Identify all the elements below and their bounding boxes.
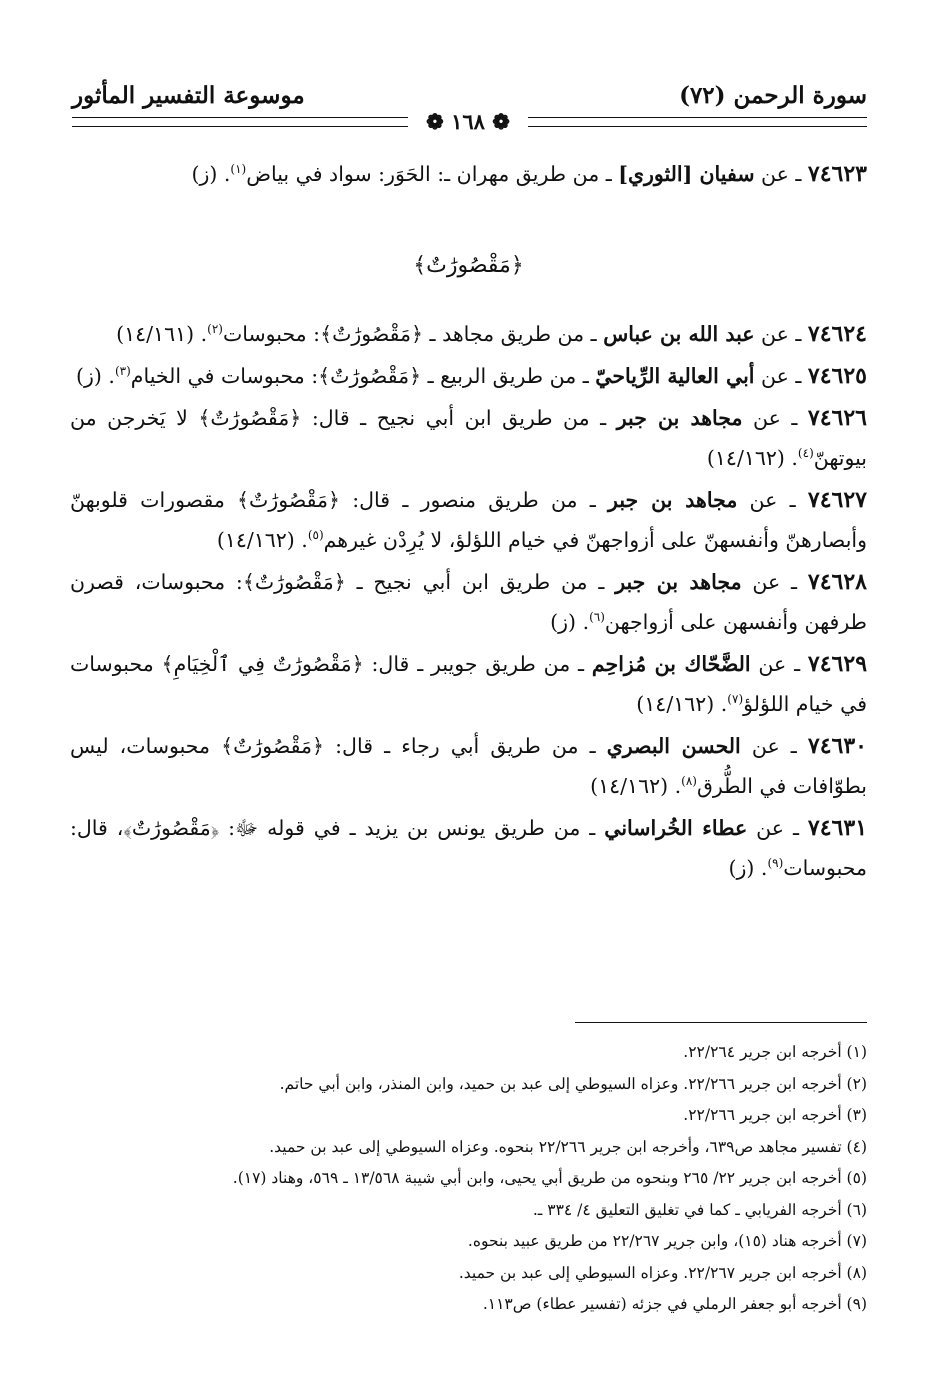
footnote-marker: (٩) [767, 856, 784, 870]
entry-connector: ـ عن [747, 816, 808, 840]
entry-number: ٧٤٦٢٣ [807, 161, 867, 187]
entry-reference: . (ز) [191, 162, 231, 186]
entry-reference: . (١٤/١٦٢) [706, 446, 798, 470]
footnote-marker: (٣) [114, 364, 131, 378]
entry-reference: . (ز) [76, 364, 115, 388]
entry-text: ـ من طريق ابن أبي نجيح ـ قال: ﴿مَقْصُورَٰتٌ﴾ لا يَخرجن من بيوتهنّ [70, 406, 867, 470]
narrator-name: أبي العالية الرِّياحيّ [595, 364, 755, 388]
footnote-3: (٣) أخرجه ابن جرير ٢٢/٢٦٦. [683, 1106, 867, 1124]
entry-74625 [70, 356, 867, 396]
entry-text: ـ من طريق أبي رجاء ـ قال: ﴿مَقْصُورَٰتٌ﴾ محبوسات، ليس بطوّافات في الطُّرق [70, 734, 867, 798]
entry-74630 [70, 726, 867, 806]
footnote-8: (٨) أخرجه ابن جرير ٢٢/٢٦٧. وعزاه السيوطي إلى عبد بن حميد. [458, 1263, 867, 1282]
book-title: موسوعة التفسير المأثور [72, 82, 305, 109]
page-number [408, 111, 528, 133]
entry-connector: ـ عن [750, 652, 808, 676]
footnote-2: (٢) أخرجه ابن جرير ٢٢/٢٦٦. وعزاه السيوطي إلى عبد بن حميد، وابن المنذر، وابن أبي حاتم. [279, 1074, 867, 1093]
ornament-icon: ❁ [484, 109, 510, 134]
entry-text: ـ من طريق يونس بن يزيد ـ في قوله ﷻ: ﴿مَقْصُورَٰتٌ﴾، قال: محبوسات [70, 816, 867, 880]
entry-74628 [70, 562, 867, 642]
entry-reference: . (١٤/١٦٢) [216, 528, 308, 552]
footnote-marker: (٧) [727, 692, 744, 706]
narrator-name: مجاهد بن جبر [616, 406, 743, 430]
surah-title: سورة الرحمن (٧٢) [679, 82, 867, 109]
entry-number: ٧٤٦٢٦ [807, 405, 867, 431]
narrator-name: عبد الله بن عباس [603, 322, 755, 346]
footnote-4: (٤) تفسير مجاهد ص٦٣٩، وأخرجه ابن جرير ٢٢/٢٦٦ بنحوه. وعزاه السيوطي إلى عبد بن حميد. [269, 1137, 867, 1156]
entry-number: ٧٤٦٢٩ [807, 651, 868, 677]
narrator-name: الضَّحّاك بن مُزاحِم [591, 652, 751, 676]
entry-reference: . (ز) [550, 610, 590, 634]
entry-74629 [70, 644, 867, 724]
entry-number: ٧٤٦٢٨ [807, 569, 867, 595]
entry-connector: ـ عن [742, 406, 808, 430]
entry-number: ٧٤٦٢٥ [807, 363, 867, 389]
footnote-marker: (٢) [207, 322, 223, 336]
footnote-9: (٩) أخرجه أبو جعفر الرملي في جزئه (تفسير عطاء) ص١١٣. [482, 1295, 867, 1313]
entry-74631 [70, 808, 867, 888]
narrator-name: الحسن البصري [606, 734, 741, 758]
footnote-marker: (٨) [681, 774, 697, 788]
footnotes [67, 1037, 867, 1321]
narrator-name: مجاهد بن جبر [615, 570, 742, 594]
footnote-marker: (٥) [307, 528, 324, 542]
entry-74623 [70, 154, 867, 194]
entry-text: ـ من طريق جويبر ـ قال: ﴿مَقْصُورَٰتٌ فِي ٱلْخِيَامِ﴾ محبوسات في خيام اللؤلؤ [70, 652, 867, 716]
footnote-separator [575, 1022, 867, 1023]
footnote-6: (٦) أخرجه الفريابي ـ كما في تغليق التعليق ٤/ ٣٣٤ ـ. [532, 1200, 867, 1219]
entry-number: ٧٤٦٣٠ [807, 733, 867, 759]
footnote-marker: (١) [230, 162, 247, 176]
entry-text: ـ من طريق الربيع ـ ﴿مَقْصُورَٰتٌ﴾: محبوسات في الخيام [130, 364, 596, 388]
entry-reference: . (١٤/١٦٢) [590, 774, 682, 798]
entry-number: ٧٤٦٢٧ [807, 487, 867, 513]
narrator-name: عطاء الخُراساني [604, 816, 748, 840]
entry-text: ـ من طريق منصور ـ قال: ﴿مَقْصُورَٰتٌ﴾ مقصورات قلوبهنّ وأبصارهنّ وأنفسهنّ على أزواجهنّ في خيام اللؤلؤ، لا يُرِدْن غيرهم [70, 488, 867, 552]
entry-text: ـ من طريق ابن أبي نجيح ـ ﴿مَقْصُورَٰتٌ﴾: محبوسات، قصرن طرفهن وأنفسهن على أزواجهن [70, 570, 867, 634]
footnote-7: (٧) أخرجه هناد (١٥)، وابن جرير ٢٢/٢٦٧ من طريق عبيد بنحوه. [467, 1232, 867, 1250]
ornament-icon: ❁ [426, 109, 452, 134]
narrator-name: مجاهد بن جبر [608, 488, 738, 512]
entry-reference: . (١٤/١٦١) [116, 322, 208, 346]
entry-number: ٧٤٦٣١ [807, 815, 868, 841]
footnote-5: (٥) أخرجه ابن جرير ٢٢/ ٢٦٥ وبنحوه من طريق أبي يحيى، وابن أبي شيبة ١٣/٥٦٨ ـ ٥٦٩، وهناد (١٧). [232, 1169, 867, 1187]
entry-connector: ـ عن [754, 364, 808, 388]
entry-reference: . (١٤/١٦٢) [636, 692, 728, 716]
entry-text: ـ من طريق مهران ـ: الحَوَر: سواد في بياض [246, 162, 619, 186]
entry-connector: ـ عن [754, 322, 808, 346]
entry-74626 [70, 398, 867, 478]
entry-connector: ـ عن [740, 734, 808, 758]
entry-text: ـ من طريق مجاهد ـ ﴿مَقْصُورَٰتٌ﴾: محبوسات [222, 322, 604, 346]
entry-connector: ـ عن [737, 488, 808, 512]
main-text [70, 154, 867, 890]
entry-connector: ـ عن [741, 570, 808, 594]
footnote-1: (١) أخرجه ابن جرير ٢٢/٢٦٤. [683, 1043, 867, 1061]
entry-74624 [70, 314, 867, 354]
footnote-marker: (٦) [589, 610, 605, 624]
section-heading: ﴿مَقْصُورَٰتٌ﴾ [413, 253, 524, 278]
entry-connector: ـ عن [754, 162, 808, 186]
narrator-name: سفيان [الثوري] [618, 162, 755, 186]
footnote-marker: (٤) [797, 446, 814, 460]
entry-reference: . (ز) [728, 856, 768, 880]
entry-number: ٧٤٦٢٤ [807, 321, 867, 347]
entry-74627 [70, 480, 867, 560]
page-number-value: ١٦٨ [451, 109, 485, 134]
